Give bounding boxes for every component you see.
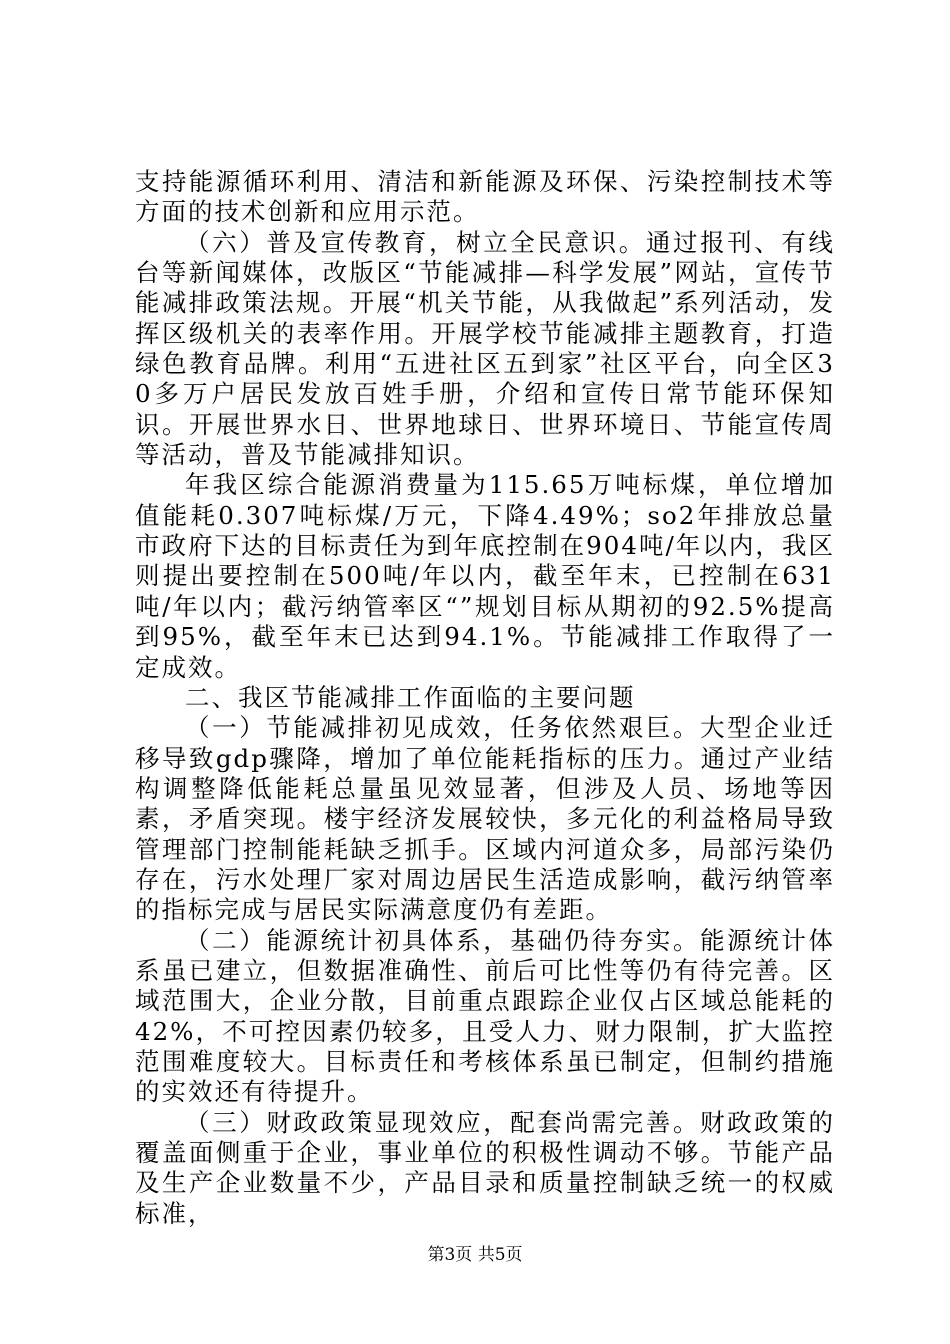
paragraph-3: 年我区综合能源消费量为115.65万吨标煤，单位增加值能耗0.307吨标煤/万元，下降4.49%；so2年排放总量市政府下达的目标责任为到年底控制在904吨/年以内，我区则提出要控制在500吨/年以内，截至年末，已控制在631吨/年以内；截污纳管率区“”规划目标从期初的92.5%提高到95%，截至年末已达到94.1%。节能减排工作取得了一定成效。: [135, 470, 835, 682]
document-body: [135, 167, 835, 1229]
paragraph-5: （一）节能减排初见成效，任务依然艰巨。大型企业迁移导致gdp骤降，增加了单位能耗指标的压力。通过产业结构调整降低能耗总量虽见效显著，但涉及人员、场地等因素，矛盾突现。楼宇经济发展较快，多元化的利益格局导致管理部门控制能耗缺乏抓手。区域内河道众多，局部污染仍存在，污水处理厂家对周边居民生活造成影响，截污纳管率的指标完成与居民实际满意度仍有差距。: [135, 713, 835, 925]
section-heading: 二、我区节能减排工作面临的主要问题: [185, 682, 636, 712]
paragraph-6: （二）能源统计初具体系，基础仍待夯实。能源统计体系虽已建立，但数据准确性、前后可比性等仍有待完善。区域范围大，企业分散，目前重点跟踪企业仅占区域总能耗的42%，不可控因素仍较多，且受人力、财力限制，扩大监控范围难度较大。目标责任和考核体系虽已制定，但制约措施的实效还有待提升。: [135, 925, 835, 1107]
paragraph-2: （六）普及宣传教育，树立全民意识。通过报刊、有线台等新闻媒体，改版区“节能减排—科学发展”网站，宣传节能减排政策法规。开展“机关节能，从我做起”系列活动，发挥区级机关的表率作用。开展学校节能减排主题教育，打造绿色教育品牌。利用“五进社区五到家”社区平台，向全区30多万户居民发放百姓手册，介绍和宣传日常节能环保知识。开展世界水日、世界地球日、世界环境日、节能宣传周等活动，普及节能减排知识。: [135, 227, 835, 470]
page-footer: 第3页 共5页: [427, 1245, 523, 1265]
paragraph-7: （三）财政政策显现效应，配套尚需完善。财政政策的覆盖面侧重于企业，事业单位的积极性调动不够。节能产品及生产企业数量不少，产品目录和质量控制缺乏统一的权威标准，: [135, 1107, 835, 1228]
paragraph-1: 支持能源循环利用、清洁和新能源及环保、污染控制技术等方面的技术创新和应用示范。: [135, 167, 835, 227]
